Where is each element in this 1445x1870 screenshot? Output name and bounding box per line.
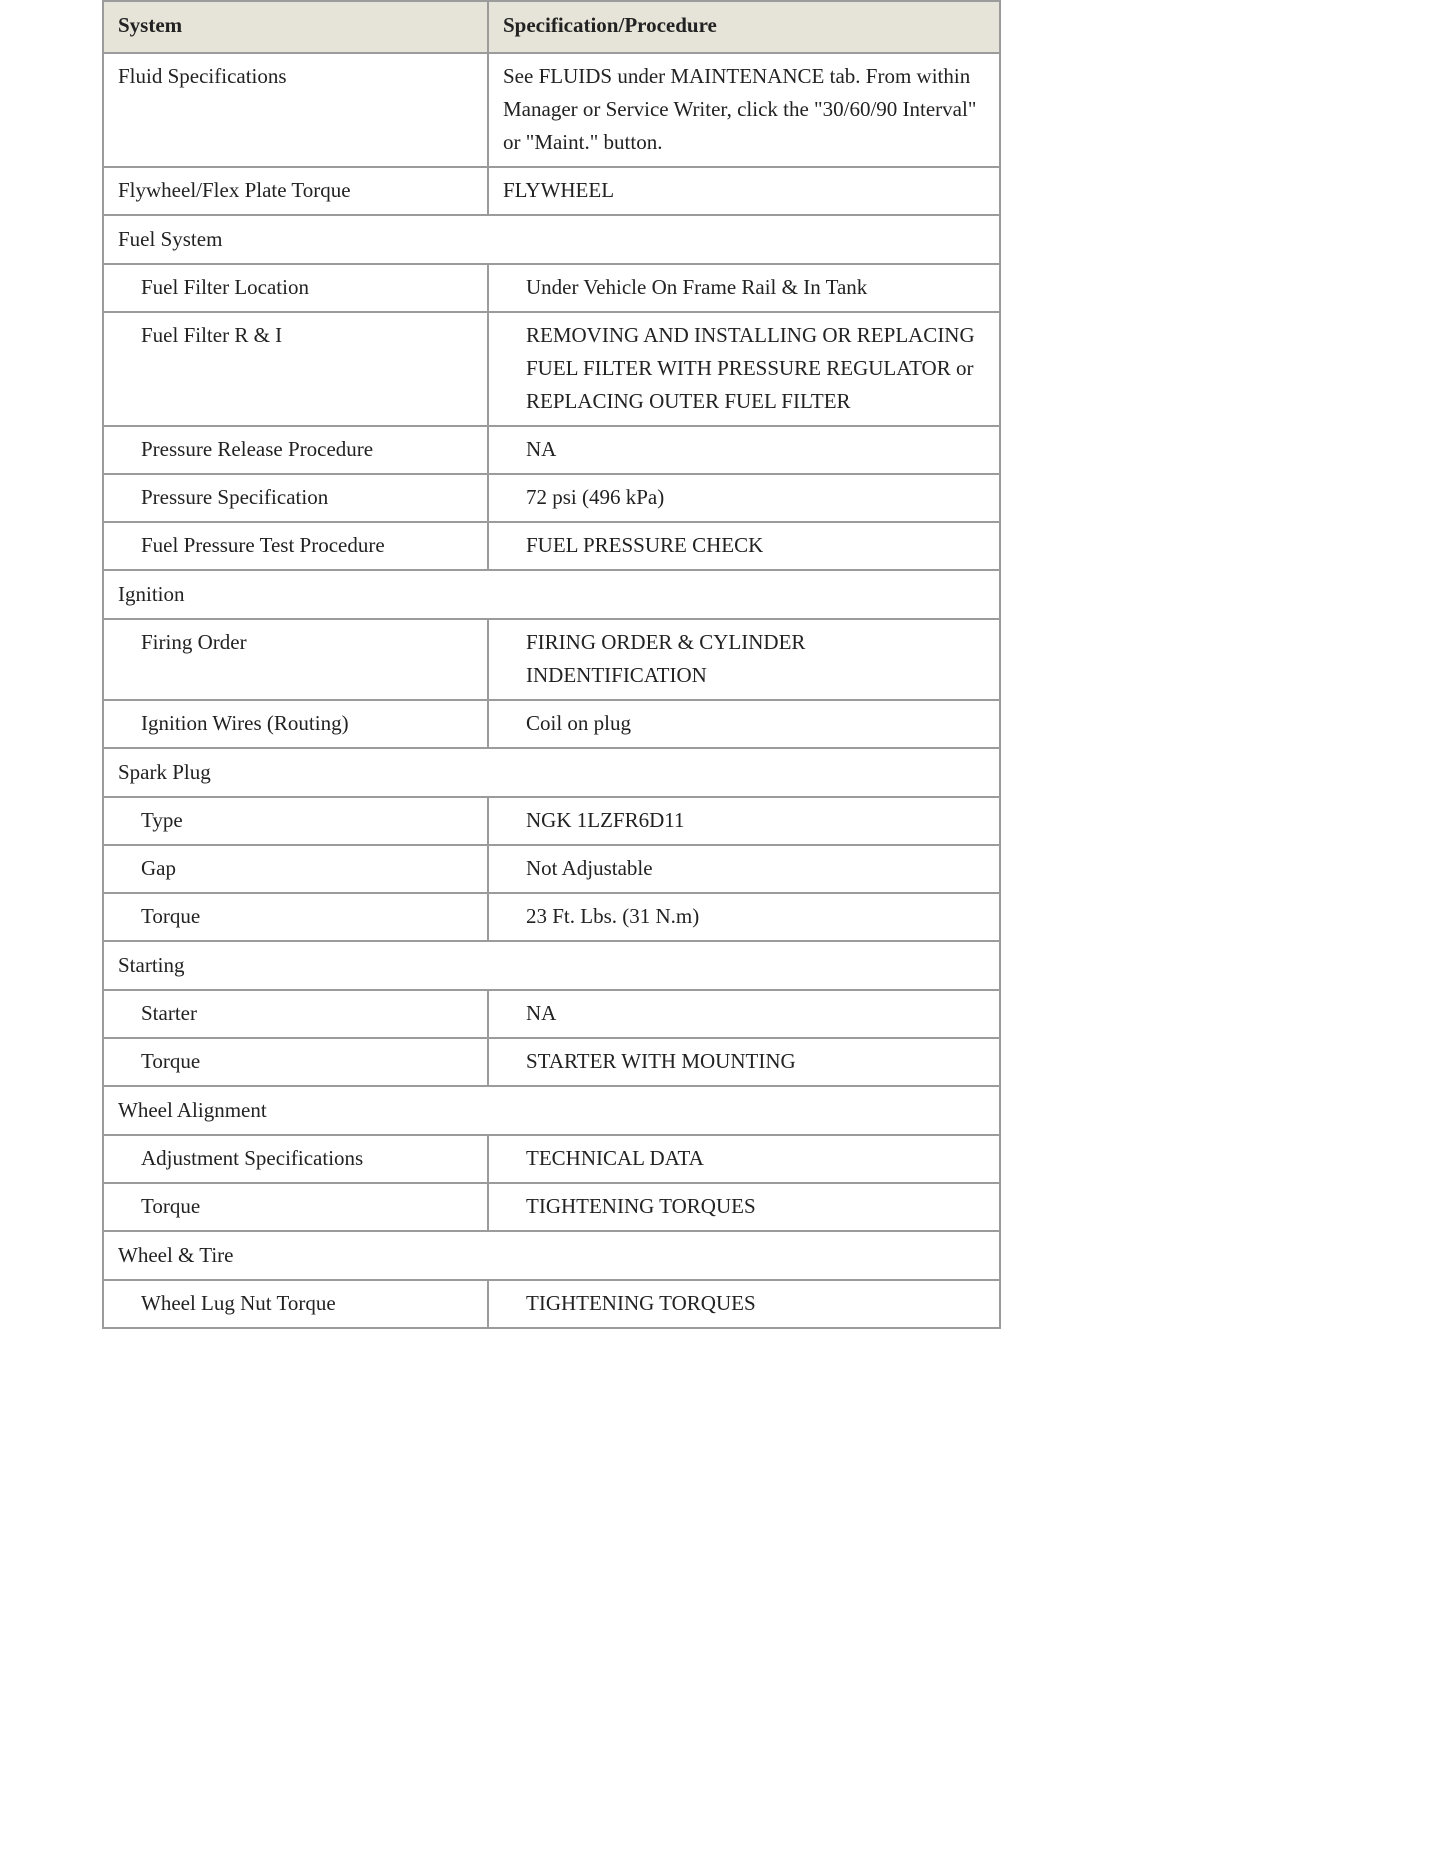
system-cell: Pressure Specification [103,474,488,522]
table-row [103,426,1000,474]
table-row [103,1038,1000,1086]
group-label: Starting [103,941,1000,990]
table-row [103,522,1000,570]
group-label: Wheel & Tire [103,1231,1000,1280]
table-row [103,1280,1000,1328]
spec-table [102,0,1001,1329]
system-cell: Fuel Pressure Test Procedure [103,522,488,570]
spec-cell: NA [488,426,1000,474]
table-row [103,1135,1000,1183]
spec-cell: Under Vehicle On Frame Rail & In Tank [488,264,1000,312]
spec-cell: FIRING ORDER & CYLINDER INDENTIFICATION [488,619,1000,700]
system-cell: Torque [103,1183,488,1231]
spec-cell: 23 Ft. Lbs. (31 N.m) [488,893,1000,941]
group-row [103,748,1000,797]
table-row [103,700,1000,748]
system-cell: Adjustment Specifications [103,1135,488,1183]
group-row [103,570,1000,619]
table-row [103,312,1000,426]
table-row [103,53,1000,167]
spec-cell: Not Adjustable [488,845,1000,893]
table-body [103,53,1000,1328]
group-label: Fuel System [103,215,1000,264]
system-cell: Flywheel/Flex Plate Torque [103,167,488,215]
table-row [103,990,1000,1038]
table-header [103,1,1000,53]
spec-cell: TIGHTENING TORQUES [488,1280,1000,1328]
group-row [103,1086,1000,1135]
table-row [103,264,1000,312]
spec-cell: TIGHTENING TORQUES [488,1183,1000,1231]
system-cell: Pressure Release Procedure [103,426,488,474]
spec-cell: Coil on plug [488,700,1000,748]
system-cell: Wheel Lug Nut Torque [103,1280,488,1328]
spec-cell: TECHNICAL DATA [488,1135,1000,1183]
header-row [103,1,1000,53]
group-row [103,215,1000,264]
table-row [103,1183,1000,1231]
spec-cell: REMOVING AND INSTALLING OR REPLACING FUEL FILTER WITH PRESSURE REGULATOR or REPLACING OUTER FUEL FILTER [488,312,1000,426]
spec-cell: STARTER WITH MOUNTING [488,1038,1000,1086]
system-cell: Fuel Filter Location [103,264,488,312]
system-cell: Fuel Filter R & I [103,312,488,426]
table-row [103,619,1000,700]
system-cell: Type [103,797,488,845]
table-row [103,474,1000,522]
system-cell: Gap [103,845,488,893]
group-row [103,941,1000,990]
spec-cell: See FLUIDS under MAINTENANCE tab. From within Manager or Service Writer, click the "30/60/90 Interval" or "Maint." button. [488,53,1000,167]
system-cell: Torque [103,893,488,941]
group-label: Ignition [103,570,1000,619]
spec-cell: NGK 1LZFR6D11 [488,797,1000,845]
table-row [103,845,1000,893]
group-label: Wheel Alignment [103,1086,1000,1135]
spec-cell: 72 psi (496 kPa) [488,474,1000,522]
header-specification: Specification/Procedure [488,1,1000,53]
system-cell: Fluid Specifications [103,53,488,167]
spec-cell: FLYWHEEL [488,167,1000,215]
group-label: Spark Plug [103,748,1000,797]
spec-cell: NA [488,990,1000,1038]
table-row [103,797,1000,845]
spec-cell: FUEL PRESSURE CHECK [488,522,1000,570]
system-cell: Ignition Wires (Routing) [103,700,488,748]
system-cell: Starter [103,990,488,1038]
table-row [103,167,1000,215]
header-system: System [103,1,488,53]
system-cell: Torque [103,1038,488,1086]
group-row [103,1231,1000,1280]
table-row [103,893,1000,941]
system-cell: Firing Order [103,619,488,700]
